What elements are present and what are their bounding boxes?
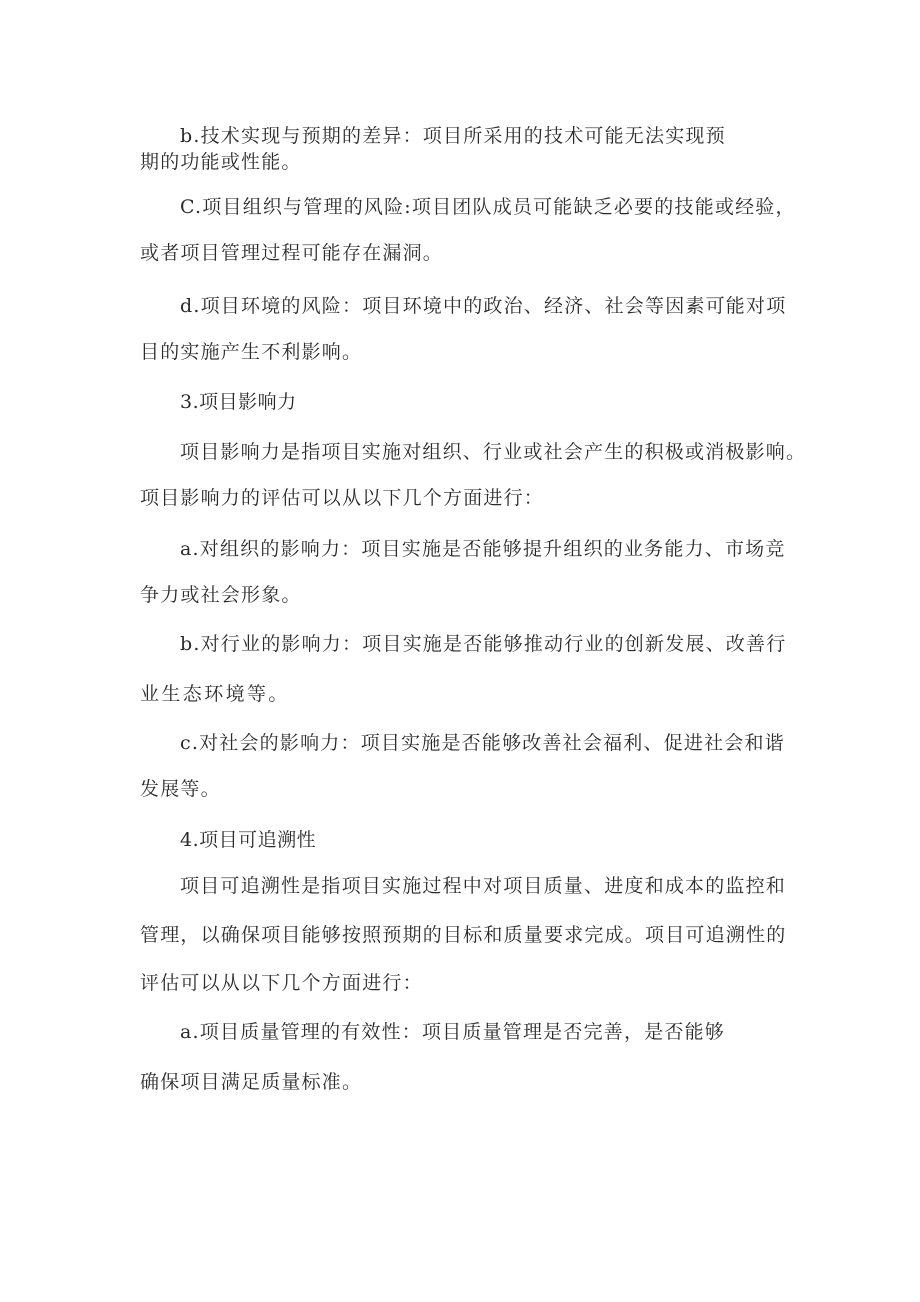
paragraph-line: b.对行业的影响力：项目实施是否能够推动行业的创新发展、改善行 xyxy=(180,633,787,655)
paragraph-line: b.技术实现与预期的差异：项目所采用的技术可能无法实现预 xyxy=(180,125,726,147)
paragraph-line: a.项目质量管理的有效性：项目质量管理是否完善，是否能够 xyxy=(180,1021,725,1043)
paragraph-line: 确保项目满足质量标准。 xyxy=(140,1071,363,1093)
paragraph-line: a.对组织的影响力：项目实施是否能够提升组织的业务能力、市场竞 xyxy=(180,538,786,560)
section-heading: 3.项目影响力 xyxy=(180,391,297,413)
paragraph-line: 或者项目管理过程可能存在漏洞。 xyxy=(140,242,444,264)
paragraph-line: d.项目环境的风险：项目环境中的政治、经济、社会等因素可能对项 xyxy=(180,295,787,317)
paragraph-line: 项目可追溯性是指项目实施过程中对项目质量、进度和成本的监控和 xyxy=(180,875,787,897)
paragraph-line: 项目影响力是指项目实施对组织、行业或社会产生的积极或消极影响。 xyxy=(180,441,807,463)
paragraph-line: c.对社会的影响力：项目实施是否能够改善社会福利、促进社会和谐 xyxy=(180,732,785,754)
paragraph-line: 项目影响力的评估可以从以下几个方面进行： xyxy=(140,487,545,509)
paragraph-line: 业生态环境等。 xyxy=(140,683,290,705)
section-heading: 4.项目可追溯性 xyxy=(180,829,317,851)
paragraph-line: C.项目组织与管理的风险:项目团队成员可能缺乏必要的技能或经验， xyxy=(180,196,796,218)
paragraph-line: 管理，以确保项目能够按照预期的目标和质量要求完成。项目可追溯性的 xyxy=(140,924,787,946)
paragraph-line: 评估可以从以下几个方面进行： xyxy=(140,972,423,994)
paragraph-line: 争力或社会形象。 xyxy=(140,584,302,606)
paragraph-line: 目的实施产生不利影响。 xyxy=(140,341,363,363)
paragraph-line: 期的功能或性能。 xyxy=(140,151,302,173)
paragraph-line: 发展等。 xyxy=(140,778,221,800)
